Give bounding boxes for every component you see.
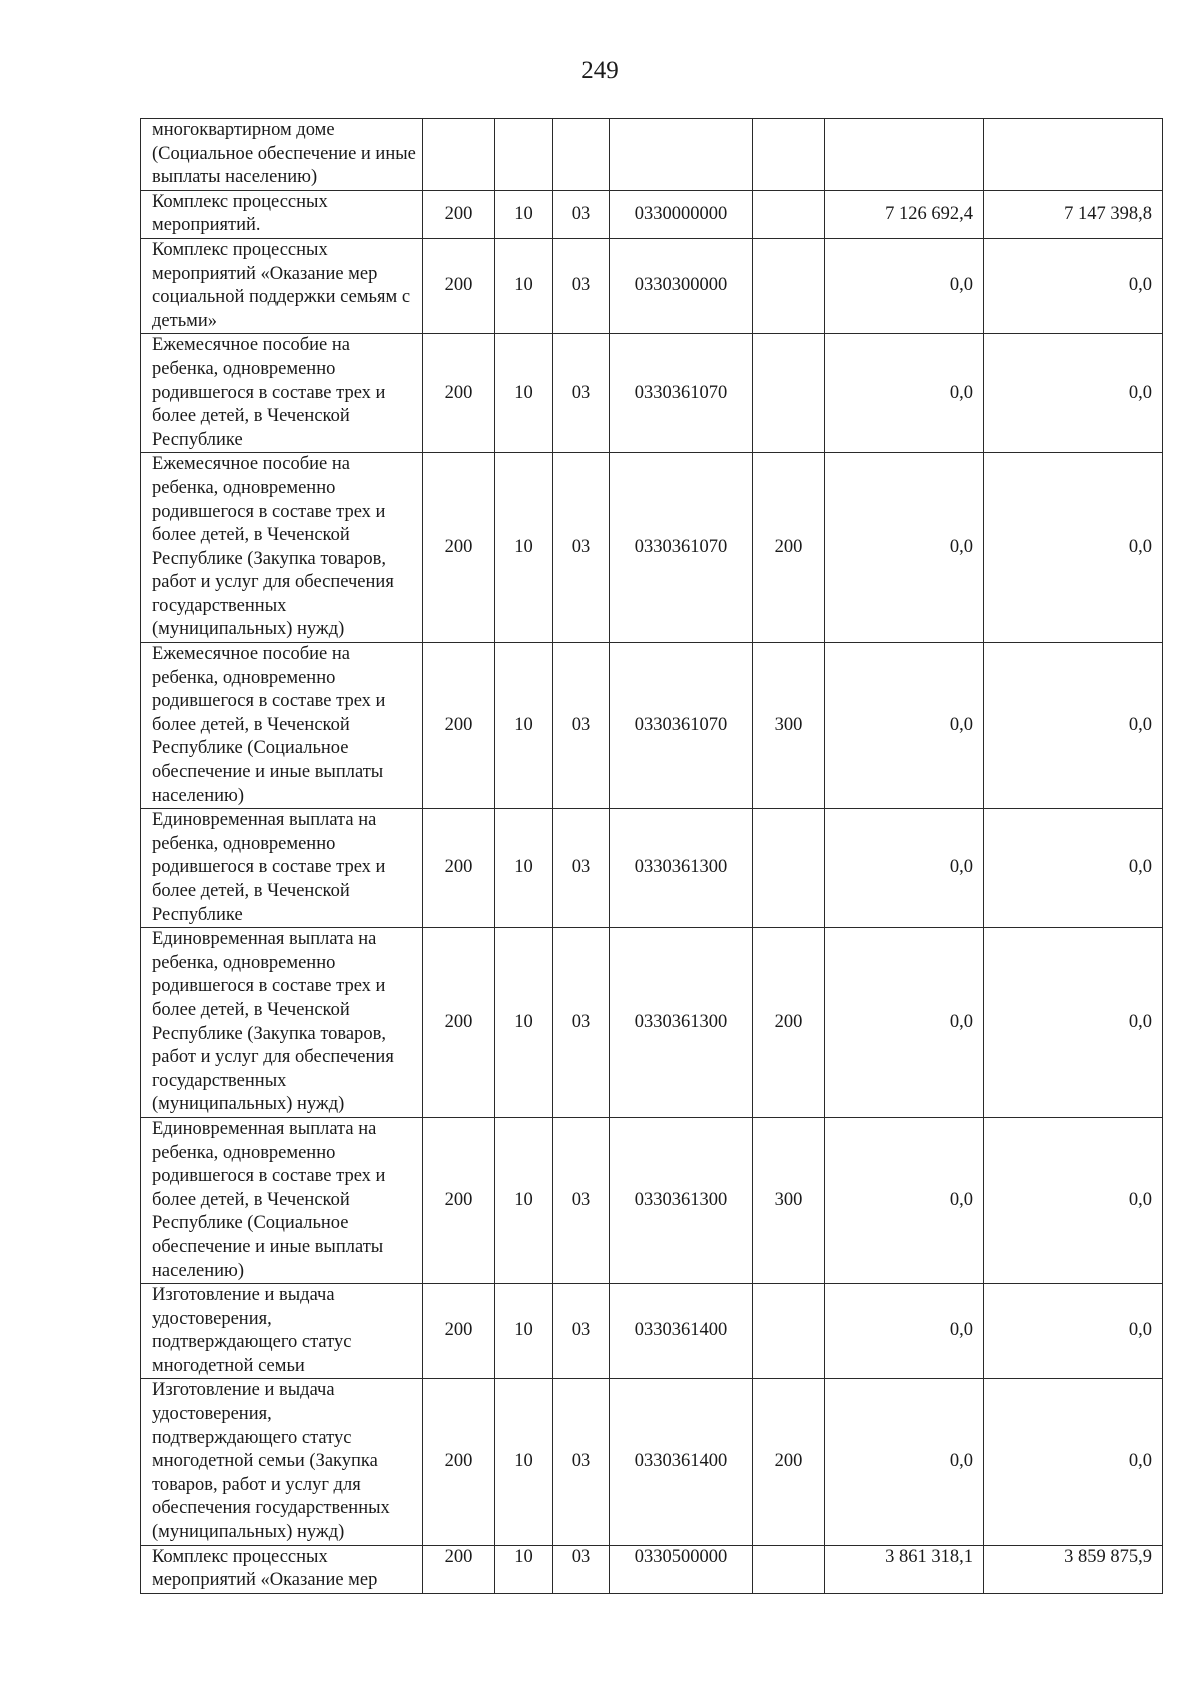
admin-code-cell: 200 — [423, 238, 495, 333]
section-code-cell: 10 — [495, 190, 553, 238]
section-code-cell: 10 — [495, 334, 553, 453]
row-name-cell: Изготовление и выдача удостоверения, подтверждающего статус многодетной семьи — [141, 1284, 423, 1379]
subsection-code-cell: 03 — [553, 334, 610, 453]
expense-type-cell: 200 — [753, 1379, 825, 1545]
amount-year-2-cell — [984, 119, 1163, 191]
expense-type-cell — [753, 238, 825, 333]
target-article-cell — [610, 119, 753, 191]
admin-code-cell: 200 — [423, 643, 495, 809]
target-article-cell: 0330361300 — [610, 1117, 753, 1283]
expense-type-cell — [753, 1545, 825, 1593]
row-name-cell: Комплекс процессных мероприятий. — [141, 190, 423, 238]
table-row — [141, 190, 1163, 238]
row-name-cell: Единовременная выплата на ребенка, одновременно родившегося в составе трех и более детей, в Чеченской Республике (Социальное обеспечение и иные выплаты населению) — [141, 1117, 423, 1283]
expense-type-cell: 200 — [753, 453, 825, 643]
expense-type-cell — [753, 1284, 825, 1379]
amount-year-1-cell: 3 861 318,1 — [825, 1545, 984, 1593]
row-name-cell: Комплекс процессных мероприятий «Оказание мер — [141, 1545, 423, 1593]
subsection-code-cell: 03 — [553, 1117, 610, 1283]
expense-type-cell: 300 — [753, 643, 825, 809]
admin-code-cell: 200 — [423, 1545, 495, 1593]
table-body — [141, 119, 1163, 1594]
subsection-code-cell: 03 — [553, 1379, 610, 1545]
target-article-cell: 0330361400 — [610, 1284, 753, 1379]
section-code-cell: 10 — [495, 643, 553, 809]
row-name-cell: Комплекс процессных мероприятий «Оказание мер социальной поддержки семьям с детьми» — [141, 238, 423, 333]
admin-code-cell — [423, 119, 495, 191]
table-row — [141, 453, 1163, 643]
expense-type-cell: 300 — [753, 1117, 825, 1283]
expense-type-cell: 200 — [753, 928, 825, 1118]
amount-year-2-cell: 0,0 — [984, 643, 1163, 809]
budget-table — [140, 118, 1163, 1594]
amount-year-1-cell: 0,0 — [825, 1117, 984, 1283]
expense-type-cell — [753, 190, 825, 238]
amount-year-2-cell: 0,0 — [984, 1379, 1163, 1545]
subsection-code-cell: 03 — [553, 1545, 610, 1593]
row-name-cell: Ежемесячное пособие на ребенка, одновременно родившегося в составе трех и более детей, в Чеченской Республике (Закупка товаров, работ и услуг для обеспечения государственных (муниципальных) нужд) — [141, 453, 423, 643]
target-article-cell: 0330000000 — [610, 190, 753, 238]
row-name-cell: многоквартирном доме (Социальное обеспечение и иные выплаты населению) — [141, 119, 423, 191]
table-row — [141, 809, 1163, 928]
amount-year-2-cell: 0,0 — [984, 238, 1163, 333]
amount-year-2-cell: 0,0 — [984, 1284, 1163, 1379]
table-row — [141, 643, 1163, 809]
target-article-cell: 0330361070 — [610, 453, 753, 643]
row-name-cell: Ежемесячное пособие на ребенка, одновременно родившегося в составе трех и более детей, в Чеченской Республике — [141, 334, 423, 453]
subsection-code-cell: 03 — [553, 643, 610, 809]
section-code-cell: 10 — [495, 809, 553, 928]
subsection-code-cell: 03 — [553, 453, 610, 643]
target-article-cell: 0330361070 — [610, 334, 753, 453]
table-row — [141, 1545, 1163, 1593]
row-name-cell: Ежемесячное пособие на ребенка, одновременно родившегося в составе трех и более детей, в Чеченской Республике (Социальное обеспечение и иные выплаты населению) — [141, 643, 423, 809]
target-article-cell: 0330361300 — [610, 928, 753, 1118]
target-article-cell: 0330361400 — [610, 1379, 753, 1545]
amount-year-2-cell: 0,0 — [984, 1117, 1163, 1283]
table-row — [141, 1379, 1163, 1545]
amount-year-1-cell: 0,0 — [825, 1284, 984, 1379]
admin-code-cell: 200 — [423, 928, 495, 1118]
admin-code-cell: 200 — [423, 334, 495, 453]
section-code-cell: 10 — [495, 1545, 553, 1593]
subsection-code-cell: 03 — [553, 190, 610, 238]
amount-year-1-cell: 0,0 — [825, 643, 984, 809]
table-row — [141, 1117, 1163, 1283]
section-code-cell: 10 — [495, 1379, 553, 1545]
row-name-cell: Единовременная выплата на ребенка, одновременно родившегося в составе трех и более детей, в Чеченской Республике (Закупка товаров, работ и услуг для обеспечения государственных (муниципальных) нужд) — [141, 928, 423, 1118]
section-code-cell: 10 — [495, 1284, 553, 1379]
amount-year-1-cell: 0,0 — [825, 1379, 984, 1545]
expense-type-cell — [753, 809, 825, 928]
expense-type-cell — [753, 334, 825, 453]
amount-year-1-cell: 0,0 — [825, 238, 984, 333]
admin-code-cell: 200 — [423, 190, 495, 238]
amount-year-1-cell: 0,0 — [825, 453, 984, 643]
amount-year-1-cell: 0,0 — [825, 334, 984, 453]
amount-year-1-cell — [825, 119, 984, 191]
subsection-code-cell: 03 — [553, 1284, 610, 1379]
subsection-code-cell — [553, 119, 610, 191]
amount-year-2-cell: 7 147 398,8 — [984, 190, 1163, 238]
subsection-code-cell: 03 — [553, 238, 610, 333]
admin-code-cell: 200 — [423, 1117, 495, 1283]
amount-year-2-cell: 3 859 875,9 — [984, 1545, 1163, 1593]
table-row — [141, 238, 1163, 333]
section-code-cell: 10 — [495, 1117, 553, 1283]
section-code-cell: 10 — [495, 453, 553, 643]
section-code-cell: 10 — [495, 238, 553, 333]
admin-code-cell: 200 — [423, 1284, 495, 1379]
expense-type-cell — [753, 119, 825, 191]
row-name-cell: Единовременная выплата на ребенка, одновременно родившегося в составе трех и более детей, в Чеченской Республике — [141, 809, 423, 928]
page-number: 249 — [581, 57, 619, 84]
subsection-code-cell: 03 — [553, 809, 610, 928]
subsection-code-cell: 03 — [553, 928, 610, 1118]
amount-year-1-cell: 0,0 — [825, 809, 984, 928]
table-row — [141, 334, 1163, 453]
target-article-cell: 0330361070 — [610, 643, 753, 809]
table-row — [141, 119, 1163, 191]
admin-code-cell: 200 — [423, 453, 495, 643]
amount-year-2-cell: 0,0 — [984, 928, 1163, 1118]
table-row — [141, 1284, 1163, 1379]
admin-code-cell: 200 — [423, 1379, 495, 1545]
section-code-cell: 10 — [495, 928, 553, 1118]
amount-year-2-cell: 0,0 — [984, 334, 1163, 453]
amount-year-1-cell: 7 126 692,4 — [825, 190, 984, 238]
target-article-cell: 0330300000 — [610, 238, 753, 333]
admin-code-cell: 200 — [423, 809, 495, 928]
amount-year-1-cell: 0,0 — [825, 928, 984, 1118]
row-name-cell: Изготовление и выдача удостоверения, подтверждающего статус многодетной семьи (Закупка товаров, работ и услуг для обеспечения государственных (муниципальных) нужд) — [141, 1379, 423, 1545]
target-article-cell: 0330361300 — [610, 809, 753, 928]
section-code-cell — [495, 119, 553, 191]
amount-year-2-cell: 0,0 — [984, 809, 1163, 928]
table-row — [141, 928, 1163, 1118]
target-article-cell: 0330500000 — [610, 1545, 753, 1593]
amount-year-2-cell: 0,0 — [984, 453, 1163, 643]
